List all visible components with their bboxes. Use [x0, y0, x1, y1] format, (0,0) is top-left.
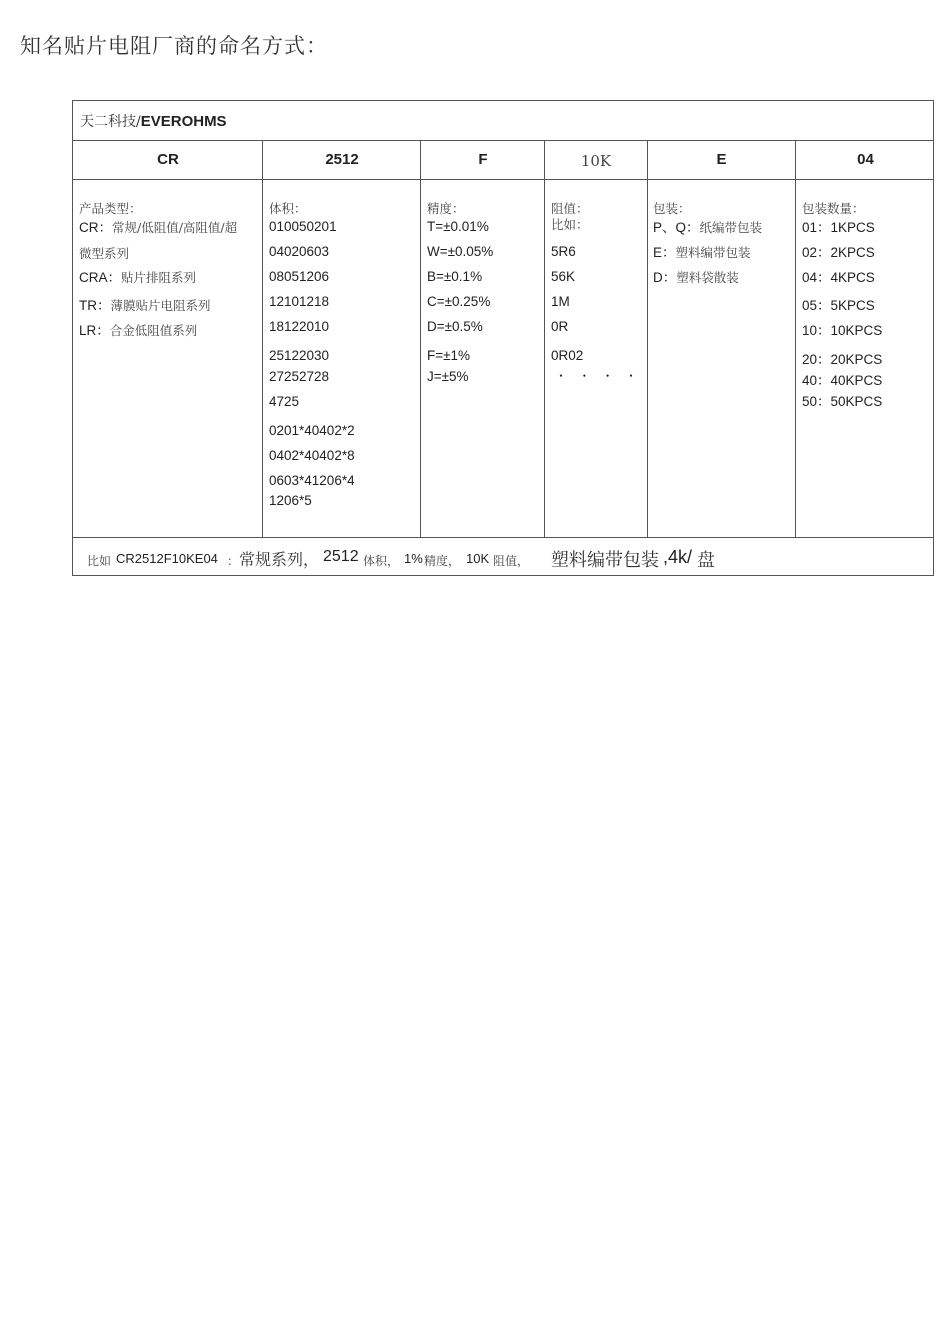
column-title: 阻值： — [551, 201, 589, 216]
item-code: D： — [653, 270, 677, 285]
list-item — [79, 216, 237, 236]
item-code: E： — [653, 245, 676, 260]
list-item: 10：10KPCS — [802, 323, 883, 338]
footer-text: 精度， — [424, 554, 461, 568]
footer-text: 塑料编带包装 — [551, 550, 659, 571]
code-size: 2512 — [325, 151, 359, 168]
item-code: LR： — [79, 323, 110, 338]
list-item — [79, 294, 211, 314]
list-item — [653, 216, 762, 236]
footer-text: 盘 — [697, 550, 715, 571]
list-item: 0402*40402*8 — [269, 448, 355, 463]
column-subtitle: 比如： — [551, 217, 589, 232]
column-divider — [647, 141, 648, 537]
footer-text: ： — [227, 554, 240, 568]
list-item: 1206*5 — [269, 493, 312, 508]
column-divider — [795, 141, 796, 537]
brand-name-en: EVEROHMS — [140, 113, 227, 130]
brand-name-cn: 天二科技/ — [80, 114, 141, 130]
list-item: 56K — [551, 269, 576, 284]
column-divider — [544, 141, 545, 537]
list-item: C=±0.25% — [427, 294, 491, 309]
list-item: 50：50KPCS — [802, 394, 883, 409]
item-code: CR： — [79, 220, 112, 235]
list-item: B=±0.1% — [427, 269, 483, 284]
footer-code: CR2512F10KE04 — [116, 551, 218, 566]
naming-table — [72, 100, 934, 576]
list-item: 40：40KPCS — [802, 373, 883, 388]
brand-row — [73, 101, 933, 141]
list-item: 05：5KPCS — [802, 298, 875, 313]
column-divider — [420, 141, 421, 537]
footer-text: 10K — [466, 551, 490, 566]
list-item: 18122010 — [269, 319, 330, 334]
example-footer — [73, 537, 933, 575]
column-title: 包装： — [653, 201, 691, 216]
footer-text: 1% — [404, 551, 423, 566]
list-item: 0R02 — [551, 348, 584, 363]
code-quantity: 04 — [857, 151, 874, 168]
item-code: TR： — [79, 298, 111, 313]
code-row — [73, 141, 933, 180]
list-item: D=±0.5% — [427, 319, 483, 334]
list-item: T=±0.01% — [427, 219, 489, 234]
list-item — [79, 319, 197, 339]
footer-text: 2512 — [323, 548, 359, 565]
code-tolerance: F — [478, 151, 488, 168]
list-item — [79, 266, 196, 286]
list-item: 0603*41206*4 — [269, 473, 355, 488]
column-title: 包装数量： — [802, 201, 865, 216]
list-item — [653, 241, 751, 261]
column-title: 体积： — [269, 201, 307, 216]
item-code: P、Q： — [653, 220, 700, 235]
page-heading: 知名贴片电阻厂商的命名方式： — [20, 34, 328, 58]
list-item: 010050201 — [269, 219, 337, 234]
footer-text: 比如 — [87, 554, 112, 568]
code-type: CR — [157, 151, 179, 168]
item-text: 塑料袋散装 — [676, 270, 739, 285]
item-text: 合金低阻值系列 — [109, 323, 198, 338]
code-packaging: E — [716, 151, 727, 168]
list-item: 4725 — [269, 394, 300, 409]
column-title: 产品类型： — [79, 201, 142, 216]
list-item: W=±0.05% — [427, 244, 494, 259]
column-divider — [262, 141, 263, 537]
footer-text: 阻值， — [493, 554, 530, 568]
list-item: 01：1KPCS — [802, 220, 875, 235]
ellipsis-dots: ・ ・ ・ ・ — [555, 369, 642, 383]
item-text: 贴片排阻系列 — [121, 270, 197, 285]
item-text: 常规/低阻值/高阻值/超 — [112, 220, 238, 235]
list-item: J=±5% — [427, 369, 469, 384]
item-text: 塑料编带包装 — [675, 245, 751, 260]
item-text: 纸编带包装 — [699, 220, 763, 235]
list-item: 0201*40402*2 — [269, 423, 355, 438]
item-text: 薄膜贴片电阻系列 — [110, 298, 211, 313]
code-resistance: 10K — [580, 152, 612, 170]
list-item: 0R — [551, 319, 569, 334]
list-item: 04：4KPCS — [802, 270, 875, 285]
list-item: 04020603 — [269, 244, 330, 259]
list-item: 微型系列 — [79, 246, 130, 261]
list-item: 12101218 — [269, 294, 330, 309]
list-item: 5R6 — [551, 244, 576, 259]
list-item: 25122030 — [269, 348, 330, 363]
list-item: F=±1% — [427, 348, 471, 363]
footer-text: 体积， — [363, 554, 400, 568]
list-item: 1M — [551, 294, 570, 309]
list-item: 02：2KPCS — [802, 245, 875, 260]
footer-text: 常规系列， — [239, 550, 320, 569]
footer-text: ,4k/ — [663, 547, 693, 567]
item-code: CRA： — [79, 270, 122, 285]
list-item: 08051206 — [269, 269, 330, 284]
list-item: 27252728 — [269, 369, 330, 384]
column-title: 精度： — [427, 201, 465, 216]
list-item: 20：20KPCS — [802, 352, 883, 367]
list-item — [653, 266, 739, 286]
